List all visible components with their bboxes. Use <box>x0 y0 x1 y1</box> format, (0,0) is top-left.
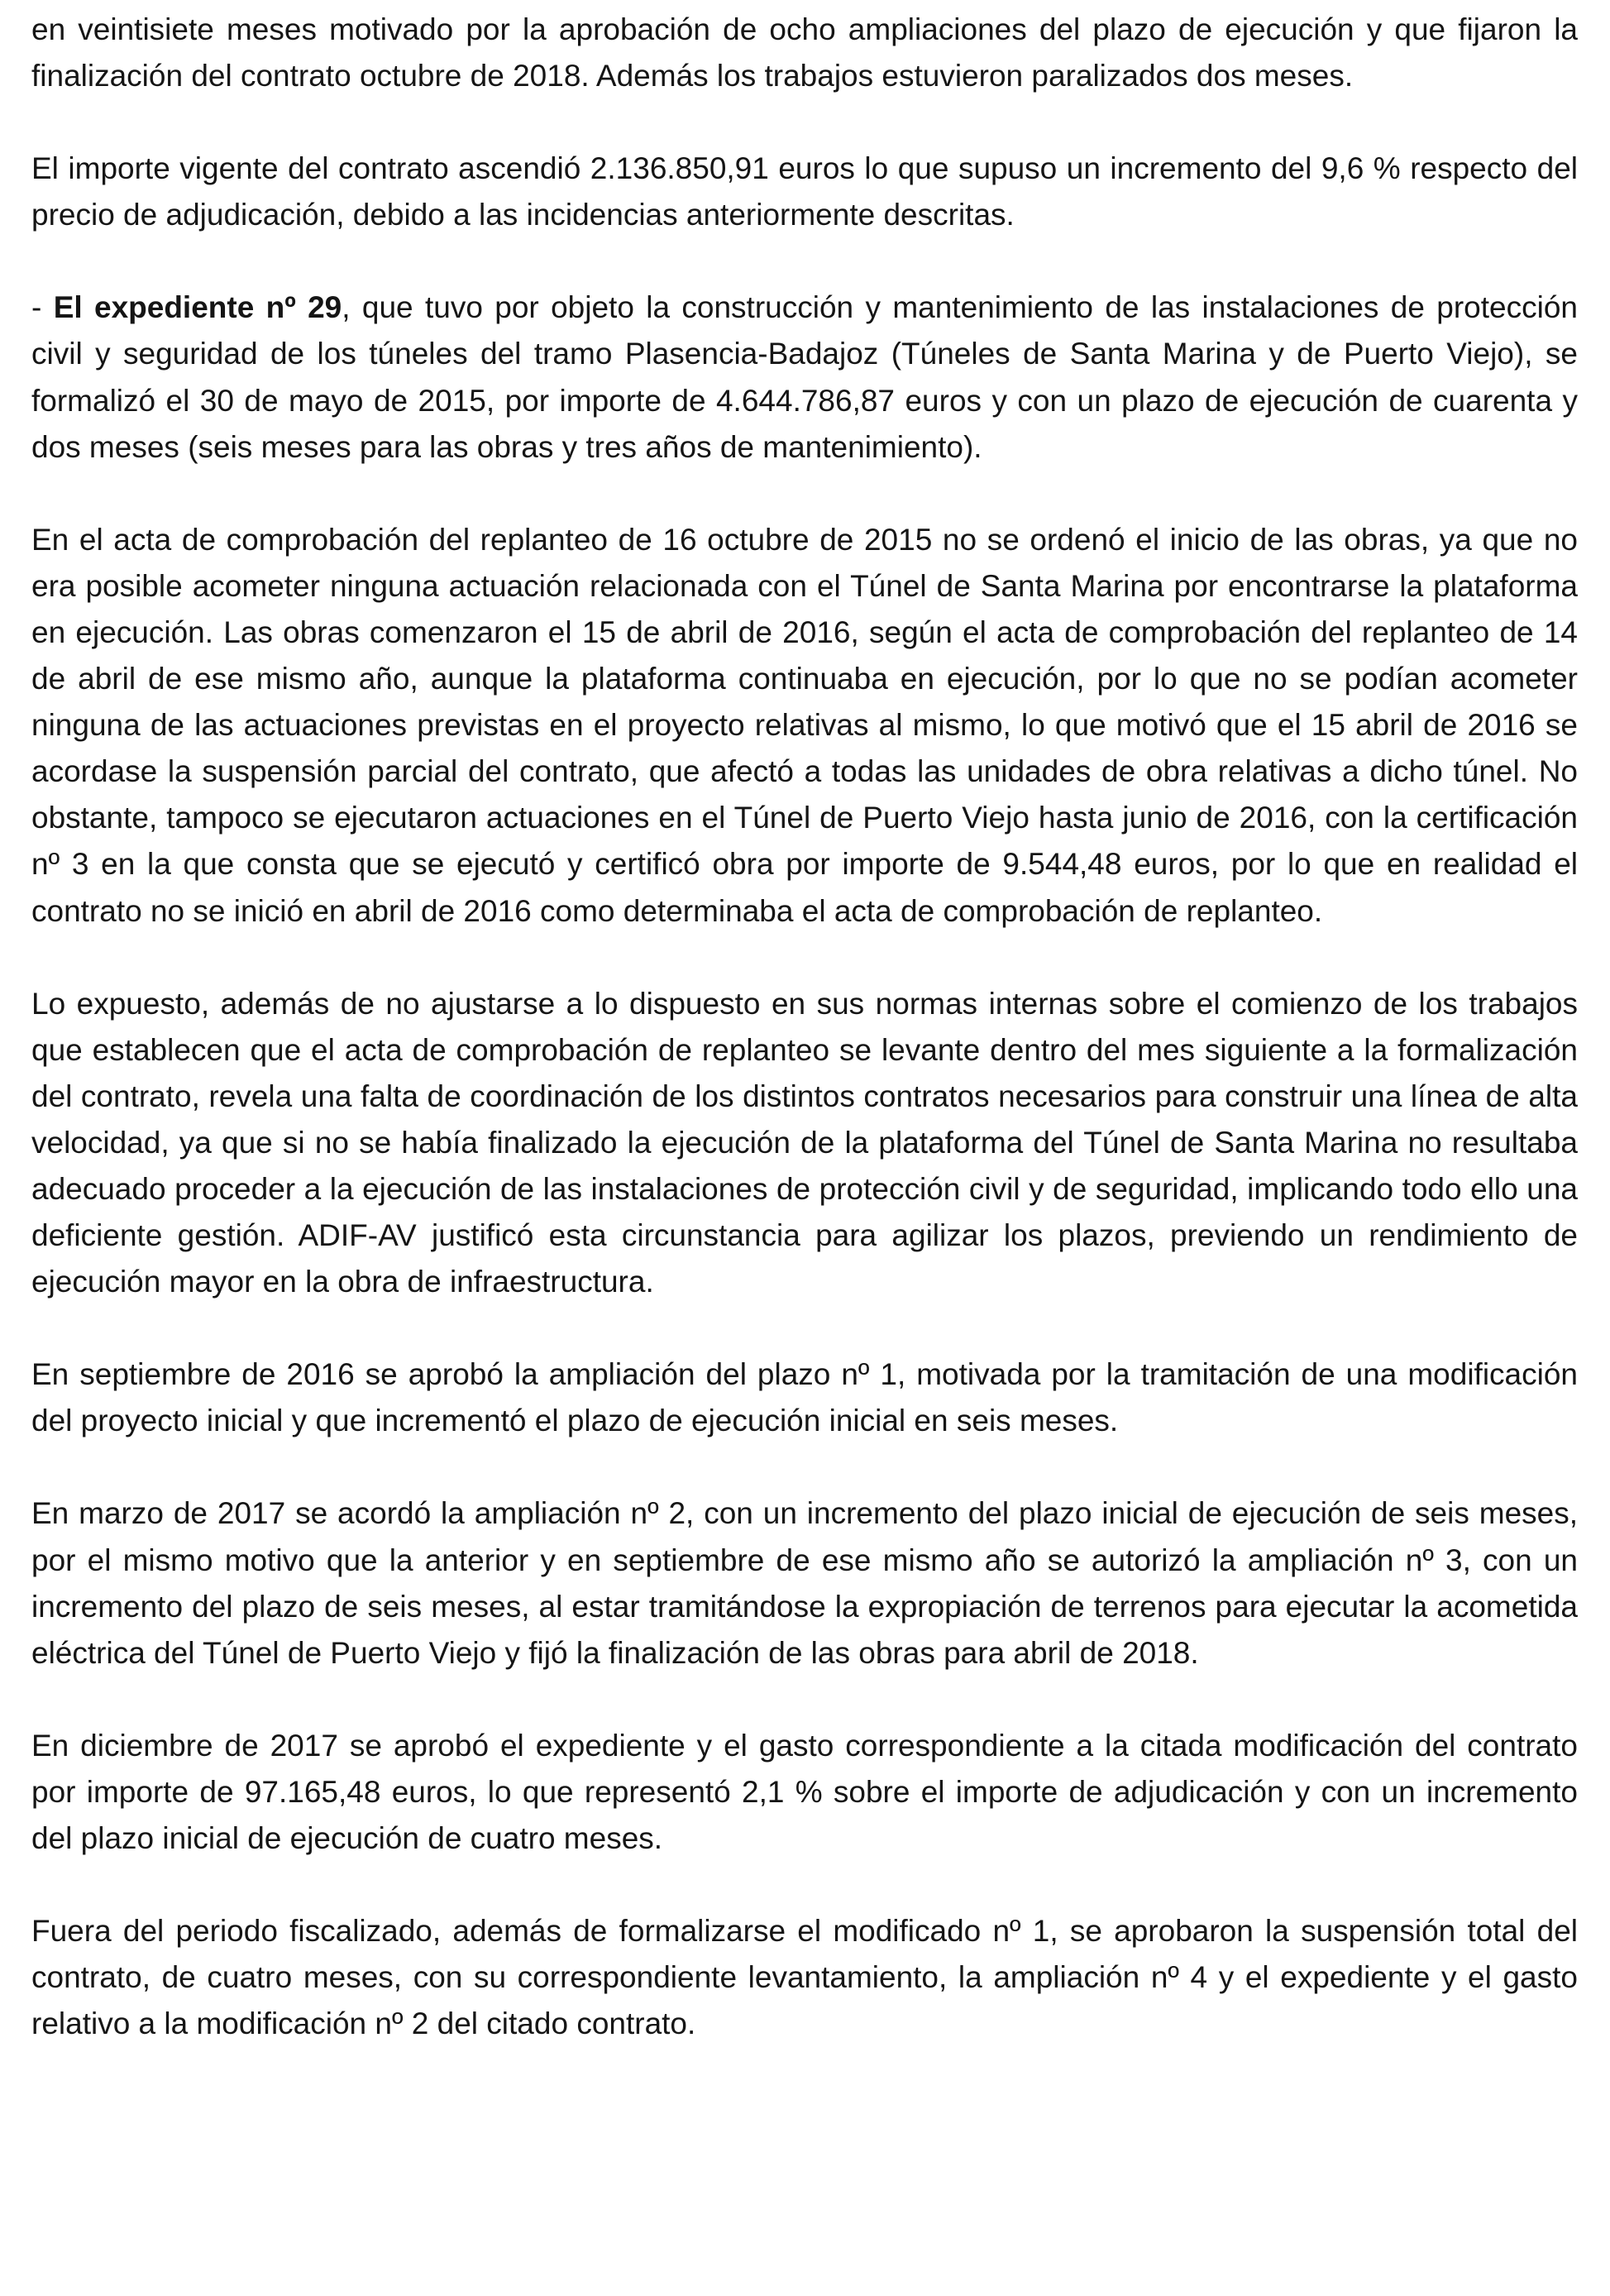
paragraph-7 <box>31 1490 1578 1676</box>
paragraph-text: , que tuvo por objeto la construcción y mantenimiento de las instalaciones de protección civil y seguridad de los túneles del tramo Plasencia-Badajoz (Túneles de Santa Marina y de Puerto Viejo), se formalizó el 30 de mayo de 2015, por importe de 4.644.786,87 euros y con un plazo de ejecución de cuarenta y dos meses (seis meses para las obras y tres años de mantenimiento). <box>31 290 1578 464</box>
paragraph-text: Lo expuesto, además de no ajustarse a lo dispuesto en sus normas internas sobre el comienzo de los trabajos que establecen que el acta de comprobación de replanteo se levante dentro del mes siguiente a la formalización del contrato, revela una falta de coordinación de los distintos contratos necesarios para construir una línea de alta velocidad, ya que si no se había finalizado la ejecución de la plataforma del Túnel de Santa Marina no resultaba adecuado proceder a la ejecución de las instalaciones de protección civil y de seguridad, implicando todo ello una deficiente gestión. ADIF-AV justificó esta circunstancia para agilizar los plazos, previendo un rendimiento de ejecución mayor en la obra de infraestructura. <box>31 986 1578 1299</box>
document-page <box>31 0 1578 2296</box>
paragraph-text: En marzo de 2017 se acordó la ampliación nº 2, con un incremento del plazo inicial de ejecución de seis meses, por el mismo motivo que la anterior y en septiembre de ese mismo año se autorizó la ampliación nº 3, con un incremento del plazo de seis meses, al estar tramitándose la expropiación de terrenos para ejecutar la acometida eléctrica del Túnel de Puerto Viejo y fijó la finalización de las obras para abril de 2018. <box>31 1496 1578 1670</box>
paragraph-6 <box>31 1351 1578 1444</box>
paragraph-2 <box>31 146 1578 238</box>
paragraph-text: Fuera del periodo fiscalizado, además de formalizarse el modificado nº 1, se aprobaron la suspensión total del contrato, de cuatro meses, con su correspondiente levantamiento, la ampliación nº 4 y el expediente y el gasto relativo a la modificación nº 2 del citado contrato. <box>31 1914 1578 2041</box>
paragraph-5 <box>31 981 1578 1306</box>
list-dash: - <box>31 290 54 325</box>
paragraph-text: en veintisiete meses motivado por la aprobación de ocho ampliaciones del plazo de ejecución y que fijaron la finalización del contrato octubre de 2018. Además los trabajos estuvieron paralizados dos meses. <box>31 12 1578 93</box>
paragraph-text: El importe vigente del contrato ascendió 2.136.850,91 euros lo que supuso un incremento del 9,6 % respecto del precio de adjudicación, debido a las incidencias anteriormente descritas. <box>31 151 1578 232</box>
paragraph-1 <box>31 7 1578 99</box>
paragraph-expediente-29 <box>31 285 1578 470</box>
paragraph-9 <box>31 1908 1578 2047</box>
paragraph-text: En el acta de comprobación del replanteo de 16 octubre de 2015 no se ordenó el inicio de las obras, ya que no era posible acometer ninguna actuación relacionada con el Túnel de Santa Marina por encontrarse la plataforma en ejecución. Las obras comenzaron el 15 de abril de 2016, según el acta de comprobación del replanteo de 14 de abril de ese mismo año, aunque la plataforma continuaba en ejecución, por lo que no se podían acometer ninguna de las actuaciones previstas en el proyecto relativas al mismo, lo que motivó que el 15 abril de 2016 se acordase la suspensión parcial del contrato, que afectó a todas las unidades de obra relativas a dicho túnel. No obstante, tampoco se ejecutaron actuaciones en el Túnel de Puerto Viejo hasta junio de 2016, con la certificación nº 3 en la que consta que se ejecutó y certificó obra por importe de 9.544,48 euros, por lo que en realidad el contrato no se inició en abril de 2016 como determinaba el acta de comprobación de replanteo. <box>31 522 1578 928</box>
document-body <box>31 7 1578 2047</box>
paragraph-4 <box>31 517 1578 935</box>
expediente-heading: El expediente nº 29 <box>53 290 342 325</box>
paragraph-text: En diciembre de 2017 se aprobó el expediente y el gasto correspondiente a la citada modificación del contrato por importe de 97.165,48 euros, lo que representó 2,1 % sobre el importe de adjudicación y con un incremento del plazo inicial de ejecución de cuatro meses. <box>31 1728 1578 1855</box>
paragraph-8 <box>31 1723 1578 1862</box>
paragraph-text: En septiembre de 2016 se aprobó la ampliación del plazo nº 1, motivada por la tramitación de una modificación del proyecto inicial y que incrementó el plazo de ejecución inicial en seis meses. <box>31 1357 1578 1438</box>
